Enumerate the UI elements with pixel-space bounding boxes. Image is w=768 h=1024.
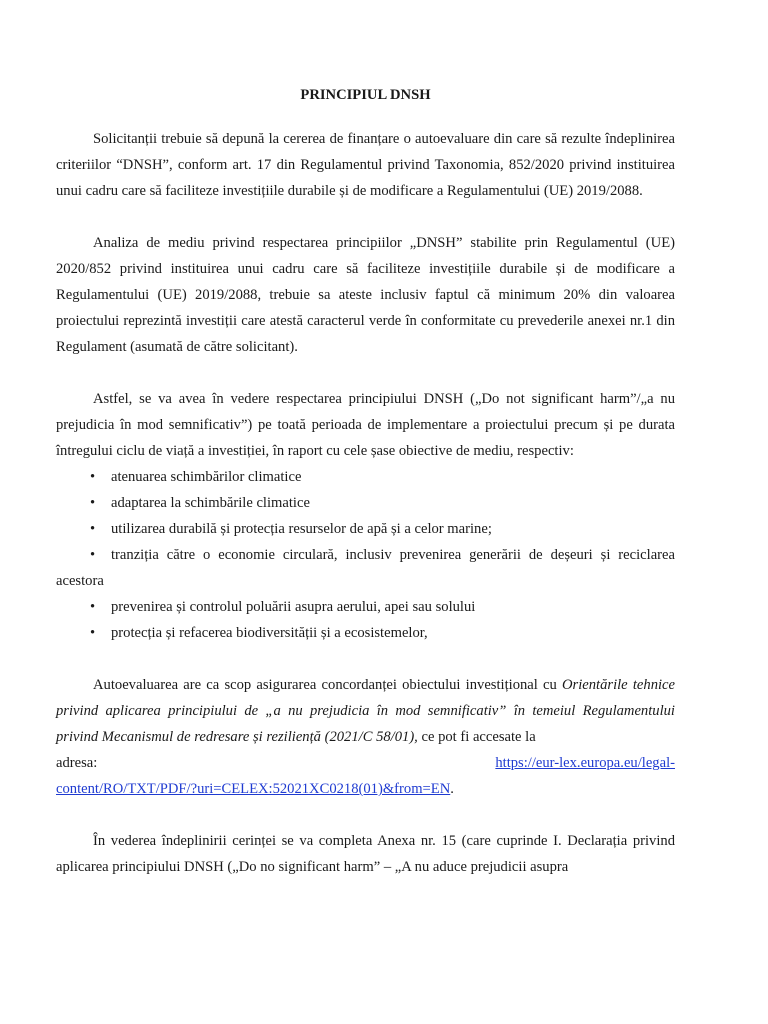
- paragraph-astfel: Astfel, se va avea în vedere respectarea principiului DNSH („Do not significant harm”/„a nu prejudicia în mod semnificativ”) pe toată perioada de implementare a proiectului precum și pe durata întregului ciclu de viață a investiției, în raport cu cele șase obiective de mediu, respectiv:: [56, 391, 675, 459]
- orientari-tehnice-title: Orientările tehnice privind aplicarea principiului de „a nu prejudicia în mod semnificativ” în temeiul Regulamentului privind Mecanismul de redresare și reziliență (2021/C 58/01),: [56, 677, 675, 745]
- list-item: [56, 620, 675, 646]
- list-item: [56, 594, 675, 620]
- bullet-icon: •: [90, 599, 96, 615]
- autoeval-mid: ce pot fi accesate la: [417, 729, 536, 745]
- autoeval-end: .: [450, 781, 454, 797]
- list-item: [56, 542, 675, 594]
- list-item-text: tranziția către o economie circulară, inclusiv prevenirea generării de deșeuri și reciclarea acestora: [56, 547, 675, 589]
- document-body: [56, 82, 675, 906]
- environmental-objectives-list: [56, 464, 675, 646]
- address-line-2: [56, 776, 675, 802]
- paragraph-analiza-mediu: Analiza de mediu privind respectarea principiilor „DNSH” stabilite prin Regulamentul (UE) 2020/852 privind instituirea unui cadru care să faciliteze investițiile durabile și de modificare a Regulamentului (UE) 2019/2088, trebuie sa ateste inclusiv faptul că minimum 20% din valoarea proiectului reprezintă investiții care atestă caracterul verde în conformitate cu prevederile anexei nr.1 din Regulament (asumată de către solicitant).: [56, 235, 675, 355]
- bullet-icon: •: [90, 495, 96, 511]
- list-item-text: protecția și refacerea biodiversității și a ecosistemelor,: [111, 625, 428, 641]
- bullet-icon: •: [90, 521, 96, 537]
- document-title: PRINCIPIUL DNSH: [300, 87, 431, 103]
- autoeval-lead: Autoevaluarea are ca scop asigurarea concordanței obiectului investițional cu: [93, 677, 562, 693]
- paragraph-in-vederea: În vederea îndeplinirii cerinței se va completa Anexa nr. 15 (care cuprinde I. Declarația privind aplicarea principiului DNSH („Do no significant harm” – „A nu aduce prejudicii asupra: [56, 833, 675, 875]
- paragraph-solicitanti: Solicitanții trebuie să depună la cererea de finanțare o autoevaluare din care să rezulte îndeplinirea criteriilor “DNSH”, conform art. 17 din Regulamentul privind Taxonomia, 852/2020 privind instituirea unui cadru care să faciliteze investițiile durabile și de modificare a Regulamentului (UE) 2019/2088.: [56, 131, 675, 199]
- paragraph-autoevaluare: [56, 672, 675, 750]
- list-item: [56, 490, 675, 516]
- bullet-icon: •: [90, 469, 96, 485]
- list-item-text: prevenirea și controlul poluării asupra aerului, apei sau solului: [111, 599, 476, 615]
- eur-lex-link-part2[interactable]: content/RO/TXT/PDF/?uri=CELEX:52021XC0218(01)&from=EN: [56, 781, 451, 797]
- eur-lex-link-part1[interactable]: https://eur-lex.europa.eu/legal-: [495, 755, 675, 771]
- address-line: [56, 750, 675, 776]
- list-item-text: atenuarea schimbărilor climatice: [111, 469, 302, 485]
- address-label: adresa:: [56, 755, 98, 771]
- bullet-icon: •: [90, 625, 96, 641]
- list-item-text: utilizarea durabilă și protecția resurselor de apă și a celor marine;: [111, 521, 492, 537]
- bullet-icon: •: [90, 547, 96, 563]
- list-item: [56, 464, 675, 490]
- list-item: [56, 516, 675, 542]
- list-item-text: adaptarea la schimbările climatice: [111, 495, 310, 511]
